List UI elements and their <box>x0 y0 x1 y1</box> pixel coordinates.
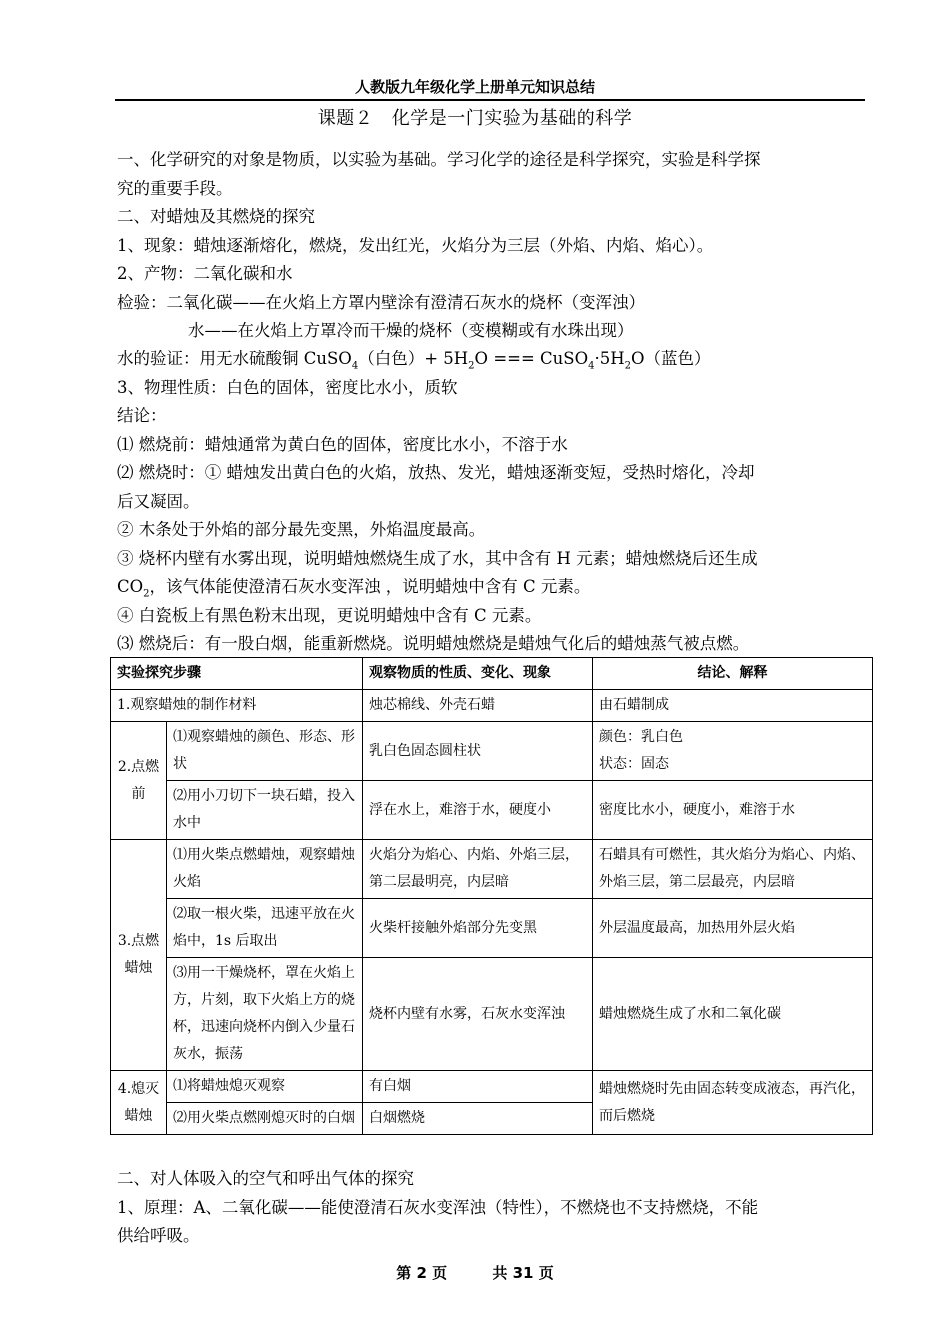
group-before-lighting: 2.点燃前 <box>111 722 167 840</box>
text-products: 2、产物：二氧化碳和水 <box>117 264 293 283</box>
observation-cell: 火柴杆接触外焰部分先变黑 <box>363 899 593 958</box>
conclusion-cell: 蜡烛燃烧时先由固态转变成液态，再汽化，而后燃烧 <box>593 1071 873 1135</box>
page-total: 共 31 页 <box>492 1264 554 1282</box>
table-row <box>111 899 873 958</box>
text-black-powder: ④ 白瓷板上有黑色粉末出现，更说明蜡烛中含有 C 元素。 <box>117 606 542 625</box>
paragraph-intro-2: 究的重要手段。 <box>117 179 233 198</box>
text-principle-2: 供给呼吸。 <box>117 1226 200 1245</box>
header-steps: 实验探究步骤 <box>111 658 363 690</box>
step-cell: ⑶用一干燥烧杯，罩在火焰上方，片刻，取下火焰上方的烧杯，迅速向烧杯内倒入少量石灰水，振荡 <box>167 958 363 1071</box>
lesson-title: 课题２ 化学是一门实验为基础的科学 <box>317 108 633 129</box>
section-heading-candle: 二、对蜡烛及其燃烧的探究 <box>117 207 315 226</box>
header-rule <box>115 99 865 101</box>
text-principle-1: 1、原理：A、二氧化碳——能使澄清石灰水变浑浊（特性），不燃烧也不支持燃烧，不能 <box>117 1198 759 1217</box>
conclusion-cell: 石蜡具有可燃性，其火焰分为焰心、内焰、外焰三层，第二层最亮，内层暗 <box>593 840 873 899</box>
experiment-table <box>110 657 873 1135</box>
group-lighting: 3.点燃蜡烛 <box>111 840 167 1071</box>
step-cell: ⑵用小刀切下一块石蜡，投入水中 <box>167 781 363 840</box>
paragraph-intro-1: 一、化学研究的对象是物质，以实验为基础。学习化学的途径是科学探究，实验是科学探 <box>117 150 761 169</box>
page-footer <box>0 1262 950 1283</box>
text-outer-flame: ② 木条处于外焰的部分最先变黑，外焰温度最高。 <box>117 520 486 539</box>
page-number: 第 2 页 <box>396 1264 448 1282</box>
table-row <box>111 958 873 1071</box>
text-test-co2: 检验：二氧化碳——在火焰上方罩内壁涂有澄清石灰水的烧杯（变浑浊） <box>117 293 645 312</box>
observation-cell: 白烟燃烧 <box>363 1103 593 1135</box>
text-after-burning: ⑶ 燃烧后：有一股白烟，能重新燃烧。说明蜡烛燃烧是蜡烛气化后的蜡烛蒸气被点燃。 <box>117 634 750 653</box>
conclusion-cell: 颜色：乳白色 状态：固态 <box>593 722 873 781</box>
observation-cell: 烛芯棉线、外壳石蜡 <box>363 690 593 722</box>
observation-cell: 浮在水上，难溶于水，硬度小 <box>363 781 593 840</box>
text-co2-carbon: $CO_2$，该气体能使澄清石灰水变浑浊 ，说明蜡烛中含有 C 元素。 <box>117 577 591 600</box>
observation-cell: 乳白色固态圆柱状 <box>363 722 593 781</box>
text-test-water: 水——在火焰上方罩冷而干燥的烧杯（变模糊或有水珠出现） <box>188 321 634 340</box>
conclusion-cell: 蜡烛燃烧生成了水和二氧化碳 <box>593 958 873 1071</box>
section-heading-breath: 二、对人体吸入的空气和呼出气体的探究 <box>117 1169 414 1188</box>
conclusion-cell: 外层温度最高，加热用外层火焰 <box>593 899 873 958</box>
step-cell: ⑵用火柴点燃刚熄灭时的白烟 <box>167 1103 363 1135</box>
step-cell: ⑴观察蜡烛的颜色、形态、形状 <box>167 722 363 781</box>
header-conclusions: 结论、解释 <box>593 658 873 690</box>
step-cell: ⑴将蜡烛熄灭观察 <box>167 1071 363 1103</box>
text-water-verify: 水的验证：用无水硫酸铜 CuSO$_4$（白色）+ $5H_2O$ === $CuSO_4\cdot 5H_2O$（蓝色） <box>117 349 711 372</box>
text-during-burning-1: ⑵ 燃烧时：① 蜡烛发出黄白色的火焰，放热、发光，蜡烛逐渐变短，受热时熔化，冷却 <box>117 463 755 482</box>
observation-cell: 火焰分为焰心、内焰、外焰三层，第二层最明亮，内层暗 <box>363 840 593 899</box>
header-observations: 观察物质的性质、变化、现象 <box>363 658 593 690</box>
text-during-burning-2: 后又凝固。 <box>117 492 200 511</box>
table-row <box>111 781 873 840</box>
conclusion-cell: 密度比水小，硬度小，难溶于水 <box>593 781 873 840</box>
table-row <box>111 722 873 781</box>
table-row <box>111 840 873 899</box>
table-row <box>111 1071 873 1103</box>
text-water-mist: ③ 烧杯内壁有水雾出现，说明蜡烛燃烧生成了水，其中含有 H 元素；蜡烛燃烧后还生成 <box>117 549 758 568</box>
group-extinguish: 4.熄灭蜡烛 <box>111 1071 167 1135</box>
text-conclusion-label: 结论： <box>117 406 167 425</box>
text-before-burning: ⑴ 燃烧前：蜡烛通常为黄白色的固体，密度比水小，不溶于水 <box>117 435 568 454</box>
text-physical-properties: 3、物理性质：白色的固体，密度比水小，质软 <box>117 378 458 397</box>
observation-cell: 有白烟 <box>363 1071 593 1103</box>
step-cell: ⑵取一根火柴，迅速平放在火焰中，1s 后取出 <box>167 899 363 958</box>
text-phenomenon: 1、现象：蜡烛逐渐熔化，燃烧，发出红光，火焰分为三层（外焰、内焰、焰心）。 <box>117 236 714 255</box>
observation-cell: 烧杯内壁有水雾，石灰水变浑浊 <box>363 958 593 1071</box>
step-cell: ⑴用火柴点燃蜡烛，观察蜡烛火焰 <box>167 840 363 899</box>
step-cell: 1.观察蜡烛的制作材料 <box>111 690 363 722</box>
page-header: 人教版九年级化学上册单元知识总结 <box>354 78 595 96</box>
table-header-row <box>111 658 873 690</box>
conclusion-cell: 由石蜡制成 <box>593 690 873 722</box>
table-row <box>111 690 873 722</box>
